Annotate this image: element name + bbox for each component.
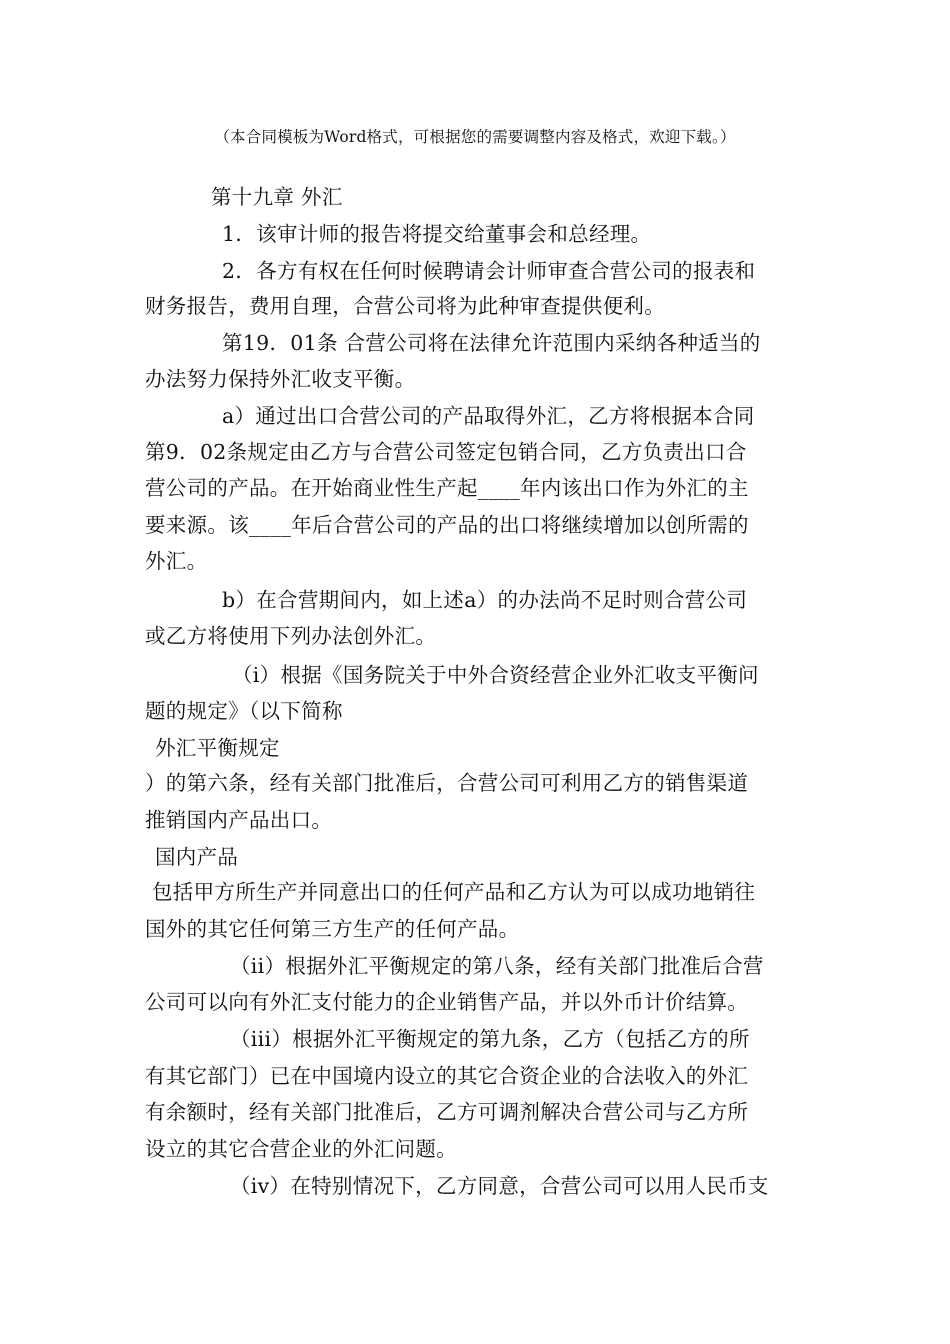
text-line: （ii）根据外汇平衡规定的第八条，经有关部门批准后合营 — [230, 954, 764, 978]
text-line: （i）根据《国务院关于中外合资经营企业外汇收支平衡问 — [232, 663, 759, 687]
text-line: 要来源。该____年后合营公司的产品的出口将继续增加以创所需的 — [145, 513, 749, 537]
template-note: （本合同模板为Word格式，可根据您的需要调整内容及格式，欢迎下载。） — [214, 128, 736, 146]
text-line: 有其它部门）已在中国境内设立的其它合资企业的合法收入的外汇 — [145, 1064, 749, 1088]
text-line: 外汇平衡规定 — [155, 736, 280, 760]
text-line: 第9．02条规定由乙方与合营公司签定包销合同，乙方负责出口合 — [145, 440, 747, 464]
text-line: b）在合营期间内，如上述a）的办法尚不足时则合营公司 — [222, 588, 748, 612]
text-line: 公司可以向有外汇支付能力的企业销售产品，并以外币计价结算。 — [145, 990, 749, 1014]
text-line: 或乙方将使用下列办法创外汇。 — [145, 624, 437, 648]
text-line: （iv）在特别情况下，乙方同意，合营公司可以用人民币支 — [230, 1174, 769, 1198]
text-line: 营公司的产品。在开始商业性生产起____年内该出口作为外汇的主 — [145, 476, 749, 500]
text-line: 外汇。 — [145, 549, 208, 573]
text-line: 国外的其它任何第三方生产的任何产品。 — [145, 917, 520, 941]
text-line: a）通过出口合营公司的产品取得外汇，乙方将根据本合同 — [222, 404, 755, 428]
text-line: 包括甲方所生产并同意出口的任何产品和乙方认为可以成功地销往 — [152, 880, 756, 904]
text-line: 设立的其它合营企业的外汇问题。 — [145, 1137, 457, 1161]
text-line: 第19．01条 合营公司将在法律允许范围内采纳各种适当的 — [222, 331, 761, 355]
text-line: 财务报告，费用自理，合营公司将为此种审查提供便利。 — [145, 294, 665, 318]
text-line: 1．该审计师的报告将提交给董事会和总经理。 — [222, 222, 652, 246]
text-line: ）的第六条，经有关部门批准后，合营公司可利用乙方的销售渠道 — [145, 771, 749, 795]
text-line: 有余额时，经有关部门批准后，乙方可调剂解决合营公司与乙方所 — [145, 1100, 749, 1124]
text-line: 推销国内产品出口。 — [145, 808, 333, 832]
text-line: （iii）根据外汇平衡规定的第九条，乙方（包括乙方的所 — [230, 1027, 750, 1051]
text-line: 国内产品 — [155, 845, 239, 869]
text-line: 2．各方有权在任何时候聘请会计师审查合营公司的报表和 — [222, 259, 756, 283]
text-line: 办法努力保持外汇收支平衡。 — [145, 367, 416, 391]
text-line: 题的规定》（以下简称 — [145, 699, 343, 723]
chapter-heading: 第十九章 外汇 — [211, 185, 343, 209]
